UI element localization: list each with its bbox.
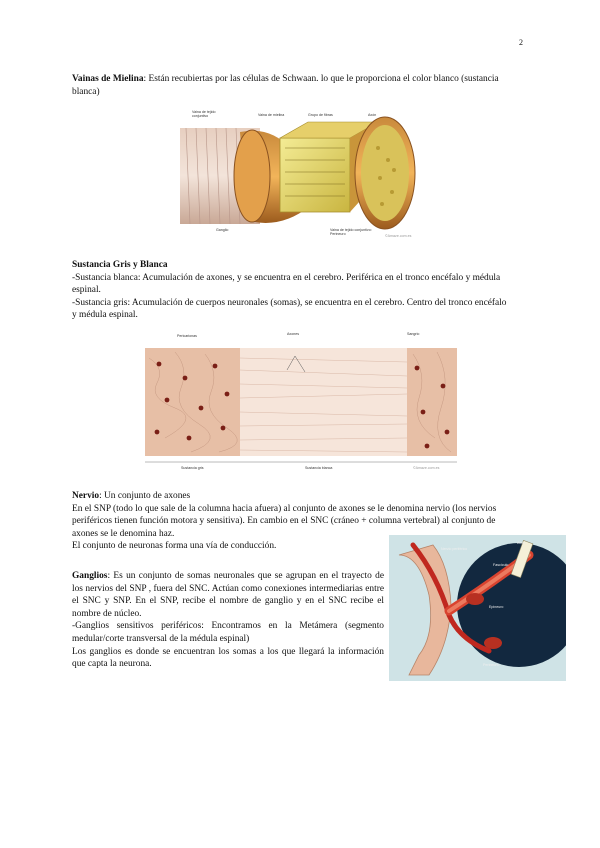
figure-label: Epineuro bbox=[489, 605, 504, 609]
paragraph: -Sustancia gris: Acumulación de cuerpos neuronales (somas), se encuentra en el cerebro. Centro del tronco encéfalo y médula espinal. bbox=[72, 297, 507, 321]
section-body: : Es un conjunto de somas neuronales que se agrupan en el trayecto de los nervios del SNP , fuera del SNC. Actúan como conexiones intermediarias entre el SNC y SNP. En el SNP, recibe el nombre de ganglio y en el SNC recibe el nombre de núcleo. bbox=[72, 571, 384, 619]
figure-label: Vaina de tejido conjuntivo: Perineuro bbox=[330, 228, 372, 236]
figure-label: Ganglio bbox=[216, 228, 229, 232]
figure-credit: ©Amaze.com.es bbox=[385, 234, 412, 238]
paragraph: Los ganglios es donde se encuentran los somas a los que llegará la información que capta la neurona. bbox=[72, 646, 384, 670]
figure-label: Nervio periférico bbox=[441, 547, 468, 551]
figure-label: Grupo de fibras bbox=[308, 113, 333, 117]
paragraph: -Ganglios sensitivos periféricos: Encontramos en la Metámera (segmento medular/corte transversal de la médula espinal) bbox=[72, 621, 384, 644]
figure-label: Perineuro bbox=[483, 663, 499, 667]
section-title: Nervio bbox=[72, 491, 100, 501]
figure-label: Vaina de tejido conjuntivo bbox=[192, 110, 216, 118]
section-title: Sustancia Gris y Blanca bbox=[72, 260, 168, 270]
section-gray-white bbox=[72, 259, 512, 322]
paragraph: -Sustancia blanca: Acumulación de axones, y se encuentra en el cerebro. Periférica en el tronco encéfalo y médula espinal. bbox=[72, 272, 501, 296]
figure-label: Axón bbox=[368, 113, 377, 117]
figure-label: Sangrio bbox=[407, 332, 420, 336]
nerve-bundle-figure bbox=[180, 108, 420, 240]
figure-credit: ©Amaze.com.es bbox=[413, 466, 440, 470]
section-ganglia bbox=[72, 570, 384, 671]
gray-white-matter-figure bbox=[145, 328, 457, 474]
paragraph: En el SNP (todo lo que sale de la columna hacia afuera) al conjunto de axones se le denomina nervio (los nervios periféricos tienen función motora y sensitiva). En cambio en el SNC (cráneo + columna vertebral) al conjunto de axones se le denomina haz. bbox=[72, 503, 497, 539]
figure-label: Sustancia gris bbox=[181, 466, 204, 470]
section-myelin bbox=[72, 73, 502, 98]
section-subtitle: : Un conjunto de axones bbox=[99, 491, 191, 501]
figure-label: Axones bbox=[287, 332, 299, 336]
peripheral-nerve-figure bbox=[389, 535, 566, 681]
section-body: : Están recubiertas por las células de Schwaan. lo que le proporciona el color blanco (sustancia blanca) bbox=[72, 74, 499, 97]
figure-label: Pericarionas bbox=[177, 334, 197, 338]
paragraph: El conjunto de neuronas forma una vía de conducción. bbox=[72, 541, 277, 552]
section-title: Ganglios bbox=[72, 571, 108, 581]
page-number: 2 bbox=[519, 38, 523, 47]
figure-label: Vaina de mielina bbox=[258, 113, 285, 117]
section-title: Vainas de Mielina bbox=[72, 74, 144, 84]
figure-label: Fascículo bbox=[493, 563, 509, 567]
figure-label: Axón bbox=[517, 541, 526, 545]
figure-label: Sustancia blanca bbox=[305, 466, 333, 470]
